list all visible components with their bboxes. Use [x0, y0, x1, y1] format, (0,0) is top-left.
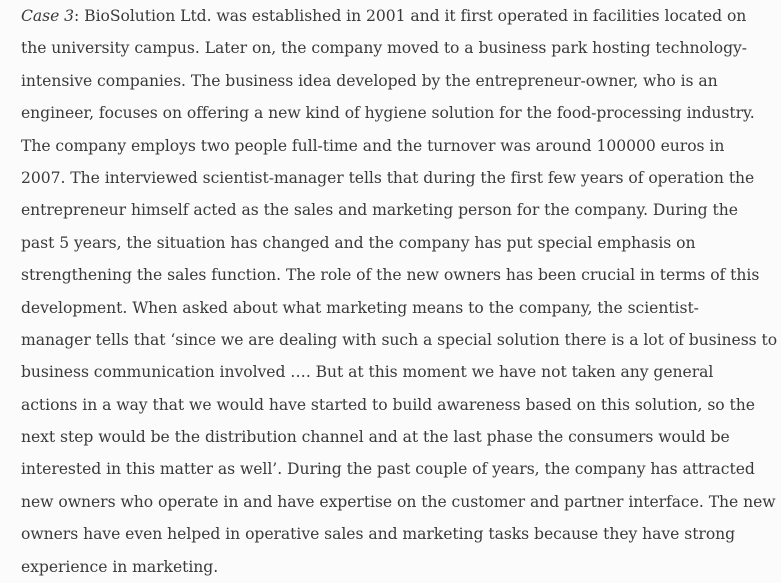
text-line: The company employs two people full-time and the turnover was around 100000 euros in — [21, 136, 725, 155]
text-line: the university campus. Later on, the company moved to a business park hosting technology- — [21, 39, 747, 58]
text-line: 2007. The interviewed scientist-manager tells that during the first few years of operation the — [21, 168, 755, 187]
case-paragraph — [21, 0, 779, 583]
text-line: new owners who operate in and have expertise on the customer and partner interface. The new — [21, 492, 776, 511]
text-line: intensive companies. The business idea developed by the entrepreneur-owner, who is an — [21, 71, 718, 90]
text-line: engineer, focuses on offering a new kind of hygiene solution for the food-processing industry. — [21, 104, 755, 123]
text-line — [21, 0, 779, 32]
text-line: interested in this matter as well’. During the past couple of years, the company has attracted — [21, 460, 755, 479]
case-label: Case 3 — [21, 7, 75, 25]
text-line-content: : BioSolution Ltd. was established in 2001 and it first operated in facilities located on — [74, 7, 747, 25]
text-line: development. When asked about what marketing means to the company, the scientist- — [21, 298, 699, 317]
text-line: past 5 years, the situation has changed and the company has put special emphasis on — [21, 233, 696, 252]
text-line: owners have even helped in operative sales and marketing tasks because they have strong — [21, 525, 736, 544]
text-line: actions in a way that we would have started to build awareness based on this solution, so the — [21, 395, 755, 414]
text-line: entrepreneur himself acted as the sales and marketing person for the company. During the — [21, 201, 738, 220]
text-line: manager tells that ‘since we are dealing with such a special solution there is a lot of business to — [21, 330, 778, 349]
text-line: strengthening the sales function. The role of the new owners has been crucial in terms of this — [21, 266, 760, 285]
text-line: next step would be the distribution channel and at the last phase the consumers would be — [21, 428, 730, 447]
text-line: experience in marketing. — [21, 557, 219, 576]
text-line: business communication involved …. But at this moment we have not taken any general — [21, 363, 714, 382]
